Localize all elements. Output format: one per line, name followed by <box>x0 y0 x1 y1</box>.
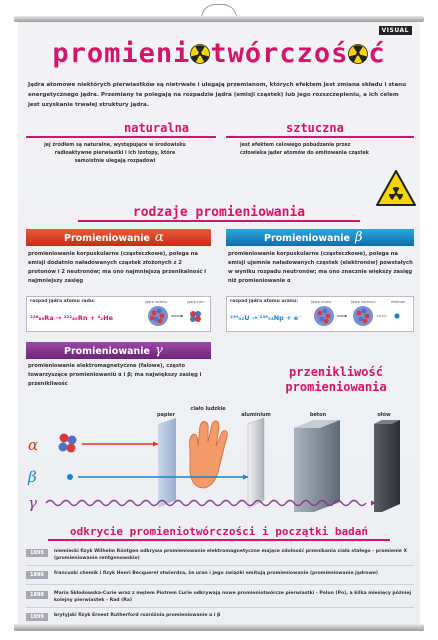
timeline-text: niemiecki fizyk Wilhelm Röntgen odkrywa promieniowanie elektromagnetyczne mające zdolność przenikania ciała stałego - promienie X (promieniowanie rentgenowskie) <box>54 549 408 561</box>
beta-band <box>226 229 414 246</box>
alpha-decay-illustration <box>145 299 207 329</box>
alpha-description: promieniowanie korpuskularne (cząsteczkowe), polega na emisji dodatnio naładowanych cząstek złożonych z 2 protonów i 2 neutronów; ma ono najmniejszą przenikalność i najmniejszy zasięg <box>28 251 207 284</box>
penetration-heading-line-2: promieniowania <box>285 380 387 394</box>
timeline-row <box>26 546 414 565</box>
penetration-heading-line-1: przenikliwość <box>289 365 383 379</box>
page-title <box>18 38 420 69</box>
beta-equation: ²³⁹₉₂U → ²³⁹₉₃Np + e⁻ <box>230 314 302 322</box>
material-label-aluminium: aluminium <box>241 412 271 418</box>
alpha-eq-label-1: jądro radonu <box>145 300 168 304</box>
timeline-text: Maria Skłodowska-Curie wraz z mężem Piotrem Curie odkrywają nowe promieniotwórcze pierwiastki - Polon (Po), a kilka miesięcy później kolejny pierwiastek - Rad (Ra) <box>54 591 412 603</box>
penetration-heading <box>256 365 416 395</box>
types-heading: rodzaje promieniowania <box>132 205 306 220</box>
electron-icon <box>394 313 399 318</box>
alpha-ray <box>82 441 158 446</box>
title-part-1: promieni <box>52 38 191 69</box>
timeline-year: 1898 <box>26 591 48 599</box>
nucleus-icon <box>314 306 334 326</box>
paper-sheet <box>158 418 176 508</box>
alpha-eq-label-2: jądro helu <box>187 300 205 304</box>
brand-logo: VISUAL <box>379 26 412 35</box>
natural-heading: naturalna <box>124 121 190 135</box>
beta-eq-label-2: jądro neptunu <box>351 300 376 304</box>
material-label-paper: papier <box>156 412 176 418</box>
gamma-description: promieniowanie elektromagnetyczne (falowe), często towarzyszące promieniowaniu α i β; ma największy zasięg i przenikliwość <box>28 363 202 387</box>
divider <box>78 220 360 222</box>
discovery-heading: odkrycie promieniotwórczości i początki badań <box>69 525 368 538</box>
beta-eq-label-1: jądro uranu <box>311 300 332 304</box>
lead-block <box>374 420 400 512</box>
timeline-year: 1899 <box>26 613 48 621</box>
beta-decay-illustration <box>311 299 411 329</box>
beta-equation-box <box>226 296 414 332</box>
divider <box>48 539 390 541</box>
alpha-ray-symbol: α <box>28 436 39 454</box>
electron-icon <box>67 474 73 480</box>
concrete-block <box>294 420 340 512</box>
timeline-text: brytyjski fizyk Ernest Rutherford rozróżnia promieniowanie α i β <box>54 613 221 618</box>
timeline-year: 1895 <box>26 549 48 557</box>
radiation-icon <box>190 44 210 64</box>
gamma-band <box>26 342 211 359</box>
natural-text: jej źródłem są naturalne, występujące w środowisku radioaktywne pierwiastki i ich izotopy, które samoistnie ulegają rozpadowi <box>44 143 186 164</box>
divider <box>26 136 216 138</box>
beta-band-label: Promieniowanie <box>264 233 350 244</box>
divider <box>226 136 414 138</box>
penetration-illustration <box>18 402 420 517</box>
poster <box>18 22 420 624</box>
gamma-ray-symbol: γ <box>28 494 37 512</box>
title-part-2: twórczoś <box>210 38 349 69</box>
helium-nucleus-icon <box>190 311 201 322</box>
radiation-warning-icon <box>376 170 416 206</box>
title-part-3: ć <box>368 38 386 69</box>
alpha-band <box>26 229 211 246</box>
timeline-row <box>26 588 414 607</box>
timeline-row <box>26 610 414 624</box>
alpha-particle-icon <box>59 434 77 453</box>
beta-symbol: β <box>354 230 363 245</box>
nucleus-icon <box>148 306 168 326</box>
alpha-symbol: α <box>154 230 164 245</box>
artificial-text: jest efektem celowego pobudzania przez człowieka jąder atomów do emitowania cząstek <box>240 143 369 156</box>
beta-description: promieniowanie korpuskularne (cząsteczkowe), polega na emisji ujemnie naładowanych cząstek (elektronów) powstałych w wyniku rozpadu neutronów; ma ono znacznie większy zasięg niż promieniowanie α <box>228 251 413 284</box>
gamma-symbol: γ <box>154 343 163 358</box>
alpha-equation: ²²⁶₈₈Ra → ²²²₈₆Rn + ⁴₂He <box>30 314 113 322</box>
divider <box>26 607 414 608</box>
intro-text: Jądra atomowe niektórych pierwiastków są nietrwałe i ulegają przemianom, których efektem jest zmiana składu i stanu energetycznego jądra. Przemiany te polegają na rozpadzie jądra (emisji cząstek) lub jego rozszczepieniu, a ich celem jest uzyskanie trwałej struktury jądra. <box>28 82 407 108</box>
alpha-equation-box <box>26 296 211 332</box>
nucleus-icon <box>353 306 373 326</box>
artificial-heading: sztuczna <box>286 121 344 135</box>
timeline-text: francuski chemik i fizyk Henri Becquerel stwierdza, że uran i jego związki emitują promieniowanie (promieniowanie jądrowe) <box>54 571 379 576</box>
poster-bottom-rail <box>14 624 424 631</box>
hand-icon <box>190 421 228 488</box>
gamma-band-label: Promieniowanie <box>64 346 150 357</box>
radiation-icon <box>348 44 368 64</box>
timeline-year: 1896 <box>26 571 48 579</box>
divider <box>26 565 414 566</box>
beta-equation-title: rozpad jądra atomu uranu: <box>230 299 299 304</box>
aluminium-sheet <box>248 418 264 508</box>
beta-eq-label-3: elektron <box>391 300 406 304</box>
material-label-body: ciało ludzkie <box>190 406 226 412</box>
alpha-band-label: Promieniowanie <box>64 233 150 244</box>
material-label-lead: ołów <box>377 412 391 418</box>
divider <box>26 584 414 585</box>
beta-ray-symbol: β <box>28 468 37 486</box>
alpha-equation-title: rozpad jądra atomu radu: <box>30 299 95 304</box>
material-label-concrete: beton <box>309 412 327 418</box>
